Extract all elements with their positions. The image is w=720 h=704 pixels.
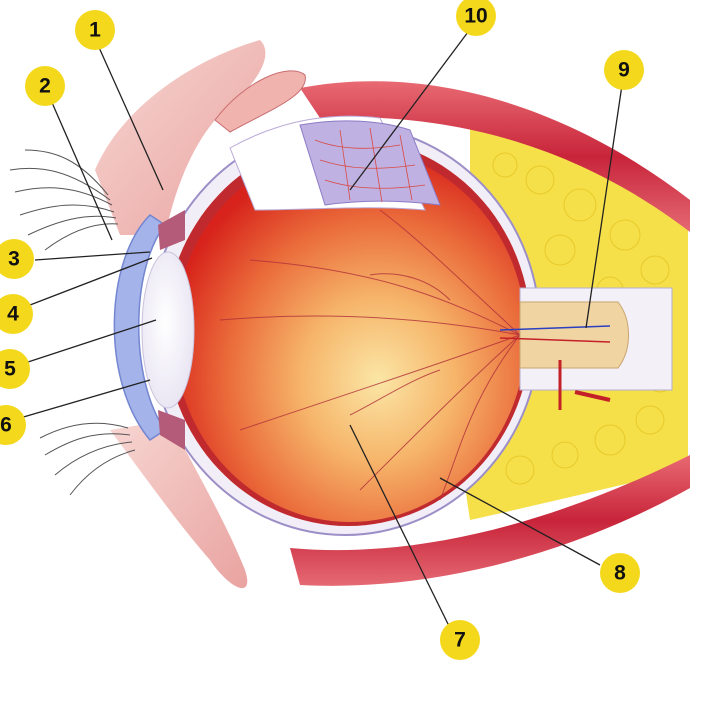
lens: [142, 252, 194, 408]
callout-1[interactable]: [75, 10, 115, 50]
callout-9[interactable]: [604, 50, 644, 90]
callout-number: 2: [39, 74, 51, 98]
callout-number: 10: [464, 4, 488, 28]
callout-2[interactable]: [25, 66, 65, 106]
callout-number: 9: [618, 58, 630, 82]
callout-number: 5: [4, 357, 16, 381]
callout-10[interactable]: [456, 0, 496, 36]
callout-number: 8: [614, 561, 626, 585]
callout-number: 4: [7, 302, 19, 326]
callout-3[interactable]: [0, 239, 34, 279]
callout-5[interactable]: [0, 349, 30, 389]
optic-nerve: [520, 302, 629, 368]
callout-number: 7: [454, 628, 466, 652]
callout-8[interactable]: [600, 553, 640, 593]
callout-7[interactable]: [440, 620, 480, 660]
callout-number: 3: [8, 247, 20, 271]
lower-eyelashes: [40, 423, 135, 495]
callout-4[interactable]: [0, 294, 33, 334]
callout-number: 1: [89, 18, 101, 42]
callout-number: 6: [0, 413, 12, 437]
callout-6[interactable]: [0, 405, 26, 445]
